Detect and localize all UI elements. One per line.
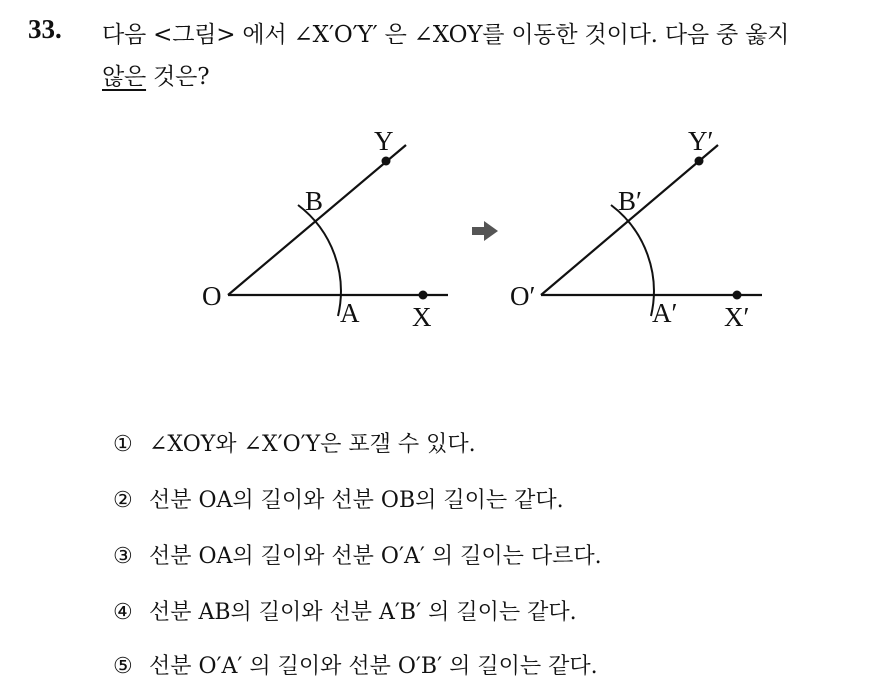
choice-5-text: 선분 O′A′ 의 길이와 선분 O′B′ 의 길이는 같다. (149, 654, 598, 679)
choice-2-number: ② (113, 488, 133, 513)
point-x-dot (419, 291, 428, 300)
choice-1-text: ∠XOY와 ∠X′O′Y은 포갤 수 있다. (149, 432, 476, 457)
label-b: B (305, 186, 324, 216)
label-x-prime: X′ (724, 302, 750, 332)
arc-ab (298, 205, 341, 316)
label-y-prime: Y′ (688, 126, 714, 156)
choice-4[interactable] (113, 595, 577, 626)
label-o-prime: O′ (510, 281, 536, 311)
choice-4-number: ④ (113, 600, 133, 625)
label-a: A (340, 298, 360, 328)
point-y-prime-dot (695, 157, 704, 166)
choice-2-text: 선분 OA의 길이와 선분 OB의 길이는 같다. (149, 488, 564, 513)
underlined-keyword: 않은 (102, 64, 147, 90)
choice-1[interactable] (113, 427, 476, 458)
label-x: X (412, 302, 432, 332)
choice-4-text: 선분 AB의 길이와 선분 A′B′ 의 길이는 같다. (149, 600, 577, 625)
choice-3-number: ③ (113, 544, 133, 569)
choice-3-text: 선분 OA의 길이와 선분 O′A′ 의 길이는 다르다. (149, 544, 602, 569)
question-text-line2-rest: 것은? (146, 64, 210, 90)
right-arrow-icon (472, 221, 498, 241)
label-b-prime: B′ (618, 186, 642, 216)
choice-2[interactable] (113, 483, 564, 514)
ray-oy (228, 145, 406, 295)
choice-5[interactable] (113, 649, 598, 680)
choice-5-number: ⑤ (113, 654, 133, 679)
choice-3[interactable] (113, 539, 602, 570)
point-y-dot (382, 157, 391, 166)
choice-1-number: ① (113, 432, 133, 457)
right-angle (510, 126, 762, 332)
label-a-prime: A′ (652, 298, 678, 328)
left-angle (202, 126, 448, 332)
point-x-prime-dot (733, 291, 742, 300)
arc-a-prime-b-prime (611, 205, 654, 316)
question-number: 33. (28, 14, 62, 44)
label-o: O (202, 281, 222, 311)
label-y: Y (374, 126, 394, 156)
question-text-line1: 다음 <그림> 에서 ∠X′O′Y′ 은 ∠XOY를 이동한 것이다. 다음 중 옳지 (102, 22, 790, 48)
ray-o-prime-y-prime (541, 145, 718, 295)
